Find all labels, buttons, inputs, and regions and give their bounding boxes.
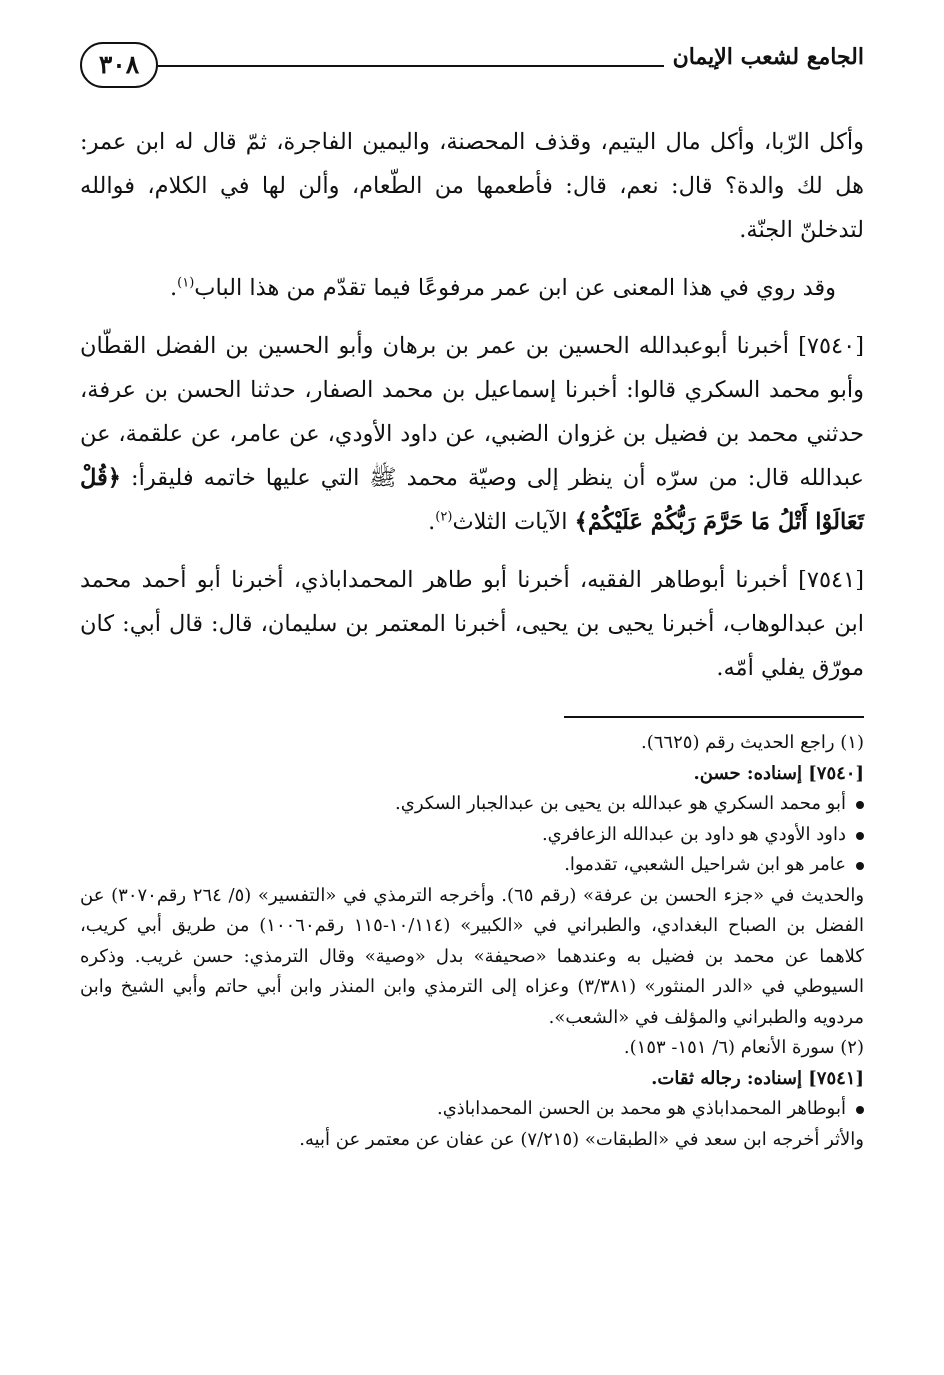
quran-verse: ﴿قُلْ تَعَالَوْا أَتْلُ مَا حَرَّمَ رَبُّكُمْ عَلَيْكُمْ﴾ [80,465,864,535]
paragraph-2-text: وقد روي في هذا المعنى عن ابن عمر مرفوعًا فيما تقدّم من هذا الباب [194,275,836,301]
footnote-7540-body: والحديث في «جزء الحسن بن عرفة» (رقم ٦٥). وأخرجه الترمذي في «التفسير» (٥/ ٢٦٤ رقم٣٠٧٠) عن الفضل بن الصباح البغدادي، والطبراني في «الكبير» (١٠/١١٤-١١٥ رقم١٠٠٦٠) من طريق أبي كريب، كلاهما عن محمد بن فضيل به وعندهما «صحيفة» بدل «وصية» وقال الترمذي: حسن غريب. وذكره السيوطي في «الدر المنثور» (٣/٣٨١) وعزاه إلى الترمذي وابن المنذر وابن أبي حاتم وأبي الشيخ وابن مردويه والطبراني والمؤلف في «الشعب». [80,884,865,1028]
main-text [80,120,864,690]
footnote-separator [564,716,864,718]
footnote-7540-bullet-2: داود الأودي هو داود بن عبدالله الزعافري. [80,820,864,851]
header-rule [158,65,664,67]
hadith-7540-end: . [428,509,436,535]
footnote-7540-heading: [٧٥٤٠] إسناده: حسن. [693,762,864,784]
page-header [80,38,864,102]
paragraph-1: وأكل الرّبا، وأكل مال اليتيم، وقذف المحصنة، واليمين الفاجرة، ثمّ قال له ابن عمر: هل لك والدة؟ قال: نعم، قال: فأطعمها من الطّعام، وألن لها في الكلام، فوالله لتدخلنّ الجنّة. [80,129,864,243]
paragraph-2 [80,266,864,310]
page-number: ٣٠٨ [80,42,158,88]
footnote-ref-1: (١) [177,275,195,291]
hadith-7540-text: [٧٥٤٠] أخبرنا أبوعبدالله الحسين بن عمر بن برهان وأبو الحسين بن الفضل القطّان وأبو محمد السكري قالوا: أخبرنا إسماعيل بن محمد الصفار، حدثنا الحسن بن عرفة، حدثني محمد بن فضيل بن غزوان الضبي، عن داود الأودي، عن عامر، عن علقمة، عن عبدالله قال: من سرّه أن ينظر إلى وصيّة محمد ﷺ التي عليها خاتمه فليقرأ: [80,333,864,491]
footnote-7541-heading: [٧٥٤١] إسناده: رجاله ثقات. [651,1067,864,1089]
hadith-7540 [80,324,864,544]
footnote-7541-body: والأثر أخرجه ابن سعد في «الطبقات» (٧/٢١٥) عن عفان عن معتمر عن أبيه. [299,1128,864,1150]
footnote-7540-bullet-3: عامر هو ابن شراحيل الشعبي، تقدموا. [80,850,864,881]
paragraph-2-end: . [170,275,178,301]
footnote-7541-bullet-1: أبوطاهر المحمداباذي هو محمد بن الحسن المحمداباذي. [80,1094,864,1125]
footnote-7540-bullet-1: أبو محمد السكري هو عبدالله بن يحيى بن عبدالجبار السكري. [80,789,864,820]
hadith-7541: [٧٥٤١] أخبرنا أبوطاهر الفقيه، أخبرنا أبو طاهر المحمداباذي، أخبرنا أبو أحمد محمد ابن عبدالوهاب، أخبرنا يحيى بن يحيى، أخبرنا المعتمر بن سليمان، قال: قال أبي: كان مورّق يفلي أمّه. [80,567,864,681]
book-page [80,38,864,1338]
footnote-1: (١) راجع الحديث رقم (٦٦٢٥). [641,732,864,753]
footnote-ref-2: (٢) [435,509,453,525]
running-title: الجامع لشعب الإيمان [672,44,864,70]
footnotes [80,728,864,1155]
footnote-2: (٢) سورة الأنعام (٦/ ١٥١- ١٥٣). [623,1037,864,1058]
hadith-7540-after: الآيات الثلاث [452,509,568,535]
